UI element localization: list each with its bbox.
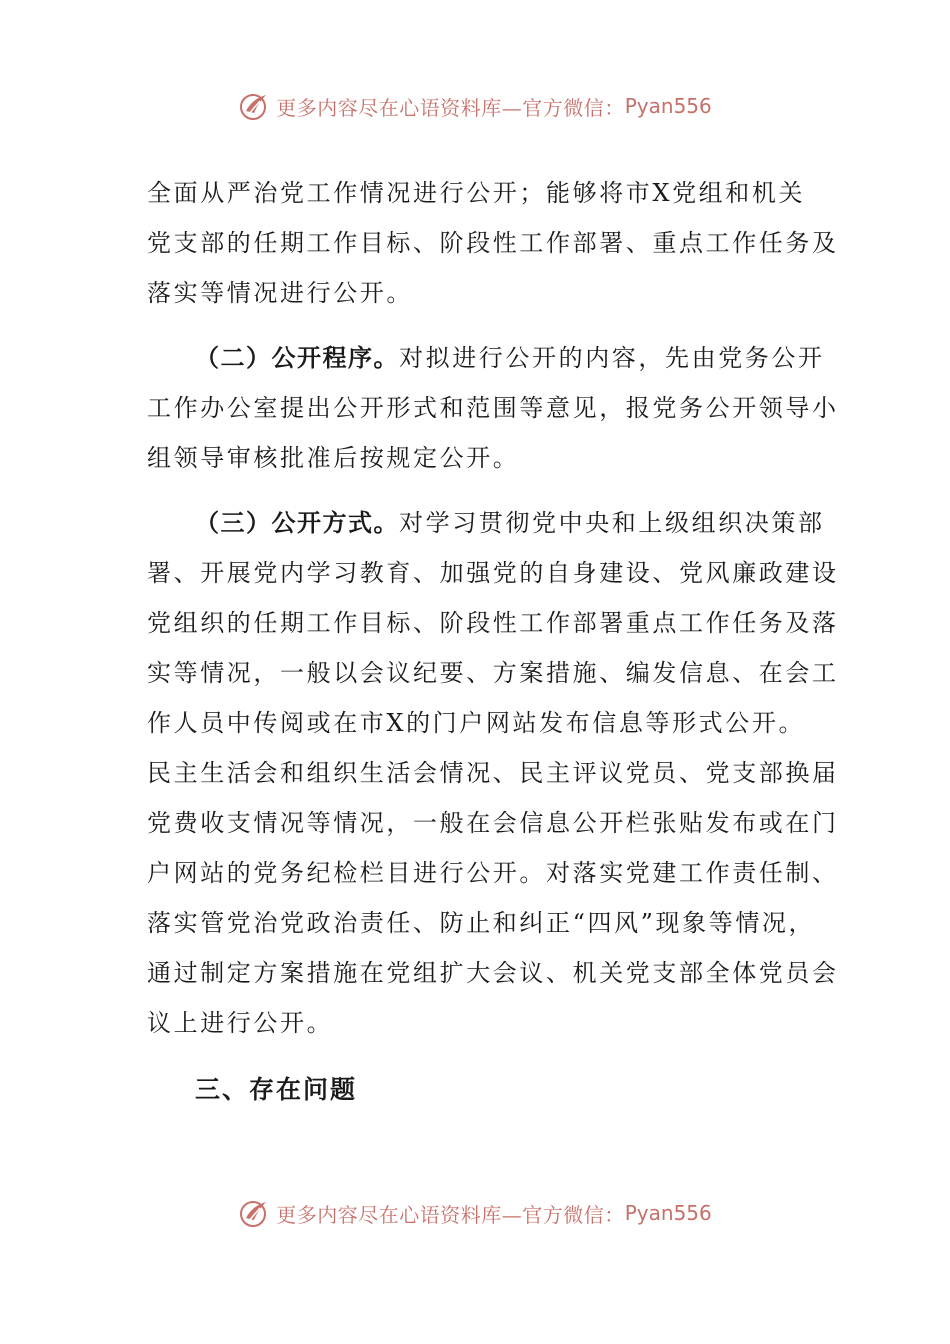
- paragraph-line: 民主生活会和组织生活会情况、民主评议党员、党支部换届: [147, 759, 839, 787]
- paragraph-lead: （三）公开方式。: [195, 509, 399, 537]
- paragraph-line: 党费收支情况等情况，一般在会信息公开栏张贴发布或在门: [147, 809, 839, 837]
- watermark-text: 更多内容尽在心语资料库—官方微信：: [276, 1202, 625, 1227]
- watermark-text: 更多内容尽在心语资料库—官方微信：: [276, 95, 625, 120]
- paragraph-line: 全面从严治党工作情况进行公开；能够将市X党组和机关: [147, 179, 806, 207]
- paragraph-lead: （二）公开程序。: [195, 344, 399, 372]
- logo-icon: [238, 89, 272, 123]
- paragraph-line: [147, 498, 825, 548]
- watermark-bottom: [0, 1193, 950, 1233]
- paragraph-line: 议上进行公开。: [147, 1009, 334, 1037]
- watermark-wechat-id: Pyan556: [624, 1201, 712, 1225]
- watermark-wechat-id: Pyan556: [624, 94, 712, 118]
- paragraph-line: 户网站的党务纪检栏目进行公开。对落实党建工作责任制、: [147, 859, 839, 887]
- logo-icon: [238, 1196, 272, 1230]
- paragraph-line-text: 对拟进行公开的内容，先由党务公开: [399, 344, 825, 372]
- paragraph-line: 作人员中传阅或在市X的门户网站发布信息等形式公开。: [147, 709, 806, 737]
- paragraph-line: 落实管党治党政治责任、防止和纠正“四风”现象等情况，: [147, 909, 816, 937]
- paragraph-line: 实等情况，一般以会议纪要、方案措施、编发信息、在会工: [147, 659, 839, 687]
- paragraph-line: 党组织的任期工作目标、阶段性工作部署重点工作任务及落: [147, 609, 839, 637]
- section-heading: 三、存在问题: [195, 1075, 358, 1104]
- paragraph-line: 署、开展党内学习教育、加强党的自身建设、党风廉政建设: [147, 559, 839, 587]
- paragraph-line: 组领导审核批准后按规定公开。: [147, 444, 520, 472]
- document-body: [147, 168, 839, 1048]
- paragraph-line: 工作办公室提出公开形式和范围等意见，报党务公开领导小: [147, 394, 839, 422]
- paragraph-line: 落实等情况进行公开。: [147, 279, 413, 307]
- paragraph-1: [147, 168, 839, 318]
- paragraph-3: [147, 498, 839, 1048]
- paragraph-2: [147, 333, 839, 483]
- paragraph-line-text: 对学习贯彻党中央和上级组织决策部: [399, 509, 825, 537]
- paragraph-line: [147, 333, 825, 383]
- paragraph-line: 通过制定方案措施在党组扩大会议、机关党支部全体党员会: [147, 959, 839, 987]
- paragraph-line: 党支部的任期工作目标、阶段性工作部署、重点工作任务及: [147, 229, 839, 257]
- watermark-top: [0, 86, 950, 126]
